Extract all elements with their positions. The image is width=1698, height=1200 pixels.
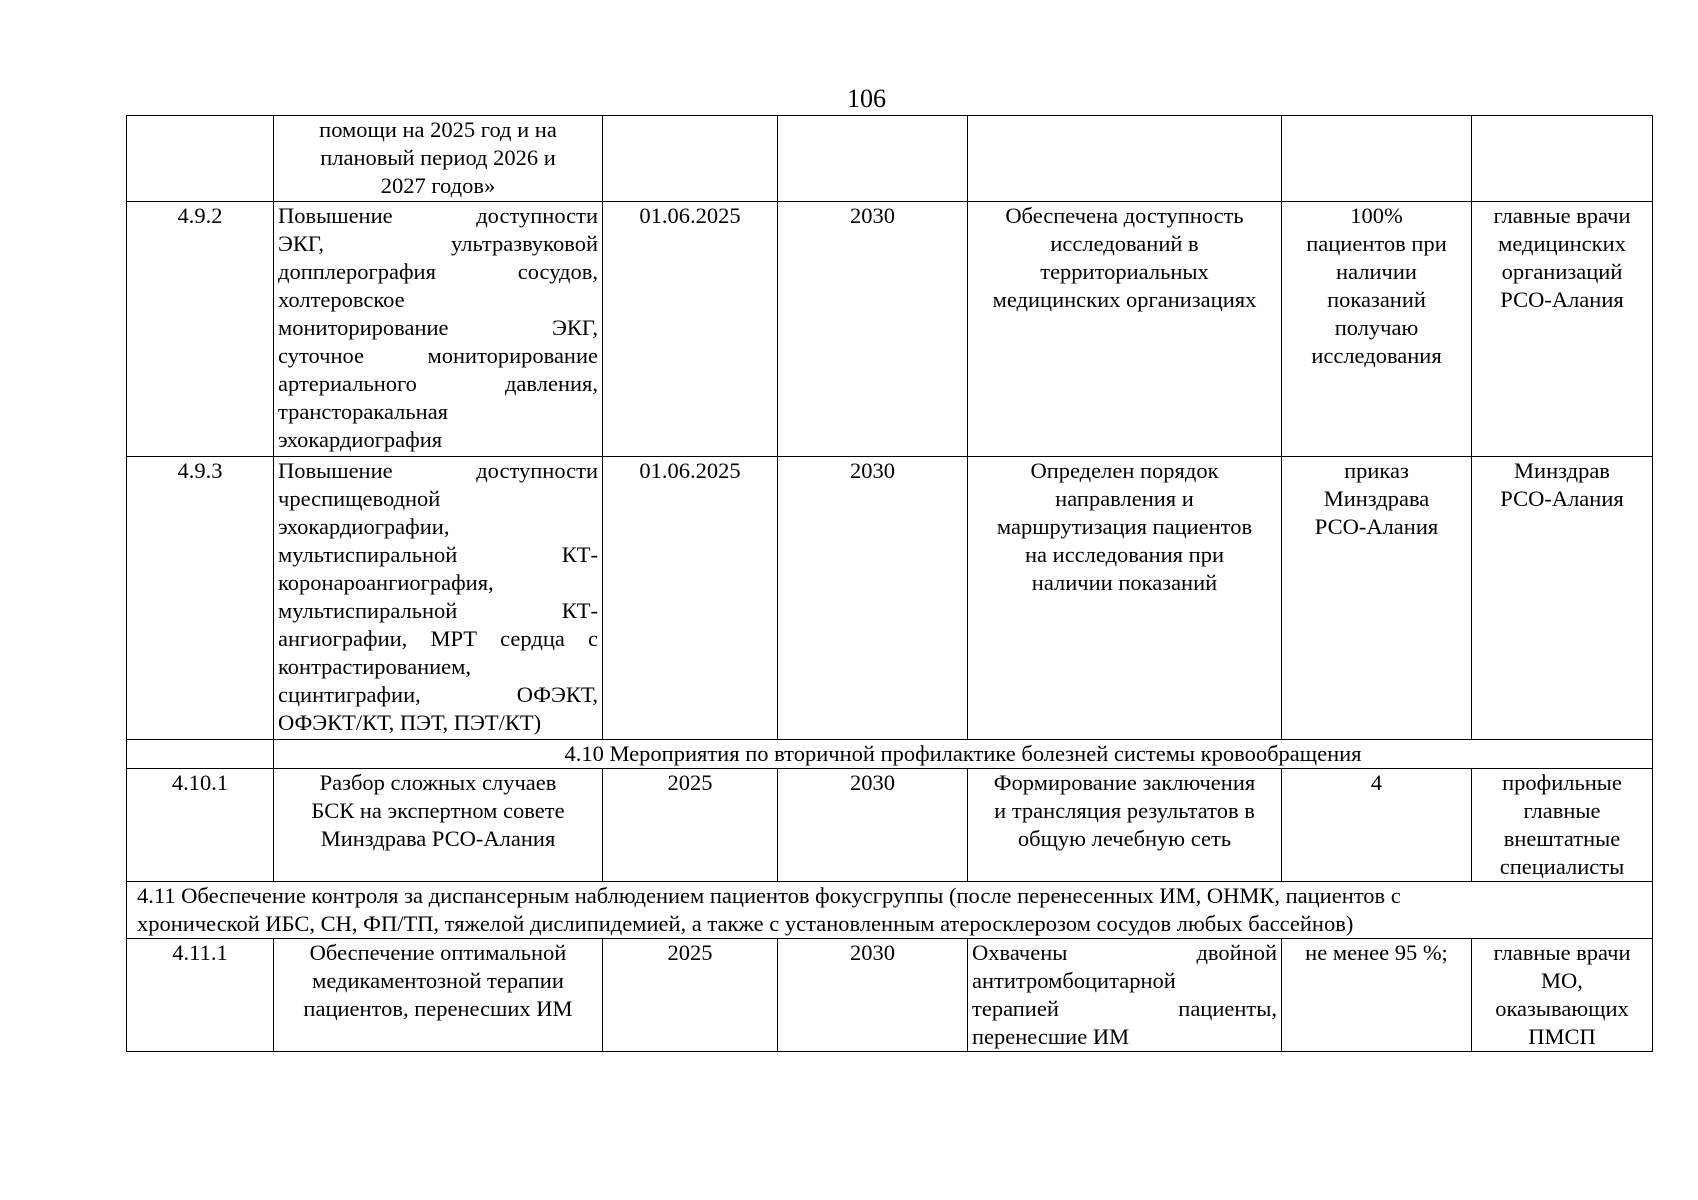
indicator-line: приказ	[1344, 458, 1409, 483]
indicator-line: наличии	[1336, 259, 1417, 284]
cell-num: 4.10.1	[127, 769, 274, 882]
responsible-line: МО,	[1541, 968, 1583, 993]
result-line: Обеспечена доступность	[1005, 203, 1244, 228]
event-line: чреспищеводной	[278, 486, 441, 511]
result-line: исследований в	[1050, 231, 1199, 256]
indicator-line: пациентов при	[1306, 231, 1447, 256]
cell-result	[968, 457, 1282, 740]
cell-num: 4.9.2	[127, 202, 274, 457]
cell-indicator: 4	[1282, 769, 1472, 882]
indicator-line: получаю	[1334, 315, 1419, 340]
cell-responsible	[1472, 939, 1653, 1052]
result-line: перенесшие ИМ	[972, 1024, 1130, 1049]
page-number: 106	[847, 84, 886, 113]
cell-start: 2025	[603, 769, 778, 882]
indicator-line: показаний	[1327, 287, 1426, 312]
responsible-line: оказывающих	[1495, 996, 1629, 1021]
cell-start	[603, 116, 778, 202]
cell-num: 4.11.1	[127, 939, 274, 1052]
cell-event	[274, 769, 603, 882]
event-line: сцинтиграфии, ОФЭКТ,	[278, 682, 598, 707]
cell-indicator	[1282, 457, 1472, 740]
event-line: медикаментозной терапии	[312, 968, 564, 993]
responsible-line: профильные	[1502, 770, 1622, 795]
event-line: помощи на 2025 год и на	[319, 117, 557, 142]
responsible-line: главные врачи	[1493, 940, 1631, 965]
cell-start: 01.06.2025	[603, 457, 778, 740]
section-title: 4.10 Мероприятия по вторичной профилактике болезней системы кровообращения	[274, 740, 1653, 769]
section-title-line: хронической ИБС, СН, ФП/ТП, тяжелой дислипидемией, а также с установленным атеросклерозом сосудов любых бассейнов)	[137, 911, 1354, 936]
event-line: 2027 годов»	[380, 173, 496, 198]
cell-responsible	[1472, 769, 1653, 882]
cell-result	[968, 769, 1282, 882]
event-line: Повышение доступности	[278, 458, 598, 483]
event-line: Повышение доступности	[278, 203, 598, 228]
section-row-4-10	[127, 740, 1653, 769]
indicator-line: РСО-Алания	[1314, 514, 1439, 539]
event-line: суточное мониторирование	[278, 343, 598, 368]
result-line: Формирование заключения	[993, 770, 1256, 795]
result-line: общую лечебную сеть	[1017, 826, 1232, 851]
result-line: направления и	[1055, 486, 1194, 511]
responsible-line: внештатные	[1503, 826, 1621, 851]
event-line: коронароангиография,	[278, 570, 494, 595]
event-line: ЭКГ, ультразвуковой	[278, 231, 598, 256]
cell-event	[274, 116, 603, 202]
cell-responsible	[1472, 202, 1653, 457]
responsible-line: РСО-Алания	[1500, 287, 1624, 312]
measures-table	[126, 115, 1653, 1052]
responsible-line: главные врачи	[1493, 203, 1631, 228]
cell-num	[127, 116, 274, 202]
cell-start: 01.06.2025	[603, 202, 778, 457]
cell-indicator	[1282, 116, 1472, 202]
cell-result	[968, 202, 1282, 457]
responsible-line: РСО-Алания	[1500, 486, 1624, 511]
event-line: холтеровское	[278, 287, 405, 312]
result-line: Определен порядок	[1030, 458, 1219, 483]
cell-end: 2030	[778, 457, 968, 740]
table-row-4-9-2	[127, 202, 1653, 457]
event-line: контрастированием,	[278, 654, 472, 679]
indicator-line: Минздрава	[1323, 486, 1430, 511]
table-row-4-11-1	[127, 939, 1653, 1052]
event-line: плановый период 2026 и	[320, 145, 556, 170]
table-row-4-10-1	[127, 769, 1653, 882]
result-line: Охвачены двойной	[972, 940, 1277, 965]
event-line: мониторирование ЭКГ,	[278, 315, 598, 340]
cell-end: 2030	[778, 769, 968, 882]
responsible-line: ПМСП	[1528, 1024, 1596, 1049]
responsible-line: медицинских	[1498, 231, 1626, 256]
indicator-line: 100%	[1350, 203, 1403, 228]
section-title	[127, 882, 1653, 939]
event-line: Обеспечение оптимальной	[309, 940, 567, 965]
section-title-line: 4.11 Обеспечение контроля за диспансерным наблюдением пациентов фокусгруппы (после перенесенных ИМ, ОНМК, пациентов с	[137, 883, 1401, 908]
cell-start: 2025	[603, 939, 778, 1052]
cell-indicator: не менее 95 %;	[1282, 939, 1472, 1052]
cell-responsible	[1472, 116, 1653, 202]
cell-responsible	[1472, 457, 1653, 740]
section-row-4-11	[127, 882, 1653, 939]
event-line: эхокардиографии,	[278, 514, 450, 539]
event-line: мультиспиральной КТ-	[278, 598, 598, 623]
cell-result	[968, 939, 1282, 1052]
event-line: артериального давления,	[278, 371, 598, 396]
responsible-line: Минздрав	[1514, 458, 1610, 483]
result-line: на исследования при	[1025, 542, 1224, 567]
result-line: наличии показаний	[1031, 570, 1218, 595]
cell-event	[274, 939, 603, 1052]
event-line: Минздрава РСО-Алания	[320, 826, 556, 851]
event-line: пациентов, перенесших ИМ	[303, 996, 573, 1021]
table-row-4-9-3	[127, 457, 1653, 740]
event-line: Разбор сложных случаев	[319, 770, 557, 795]
cell-result	[968, 116, 1282, 202]
event-line: ОФЭКТ/КТ, ПЭТ, ПЭТ/КТ)	[278, 710, 542, 735]
indicator-line: исследования	[1311, 343, 1442, 368]
cell-event	[274, 202, 603, 457]
result-line: территориальных	[1040, 259, 1209, 284]
cell-end: 2030	[778, 939, 968, 1052]
cell-event	[274, 457, 603, 740]
event-line: БСК на экспертном совете	[311, 798, 565, 823]
event-line: трансторакальная	[278, 399, 449, 424]
table-row-continuation	[127, 116, 1653, 202]
responsible-line: главные	[1523, 798, 1601, 823]
event-line: эхокардиография	[278, 427, 443, 452]
cell-end: 2030	[778, 202, 968, 457]
responsible-line: специалисты	[1499, 854, 1625, 879]
cell-num	[127, 740, 274, 769]
cell-indicator	[1282, 202, 1472, 457]
result-line: маршрутизация пациентов	[996, 514, 1253, 539]
event-line: мультиспиральной КТ-	[278, 542, 598, 567]
cell-num: 4.9.3	[127, 457, 274, 740]
result-line: и трансляция результатов в	[994, 798, 1255, 823]
result-line: антитромбоцитарной	[972, 968, 1176, 993]
cell-end	[778, 116, 968, 202]
result-line: медицинских организациях	[992, 287, 1257, 312]
event-line: ангиографии, МРТ сердца с	[278, 626, 598, 651]
responsible-line: организаций	[1501, 259, 1623, 284]
event-line: допплерография сосудов,	[278, 259, 598, 284]
result-line: терапией пациенты,	[972, 996, 1277, 1021]
